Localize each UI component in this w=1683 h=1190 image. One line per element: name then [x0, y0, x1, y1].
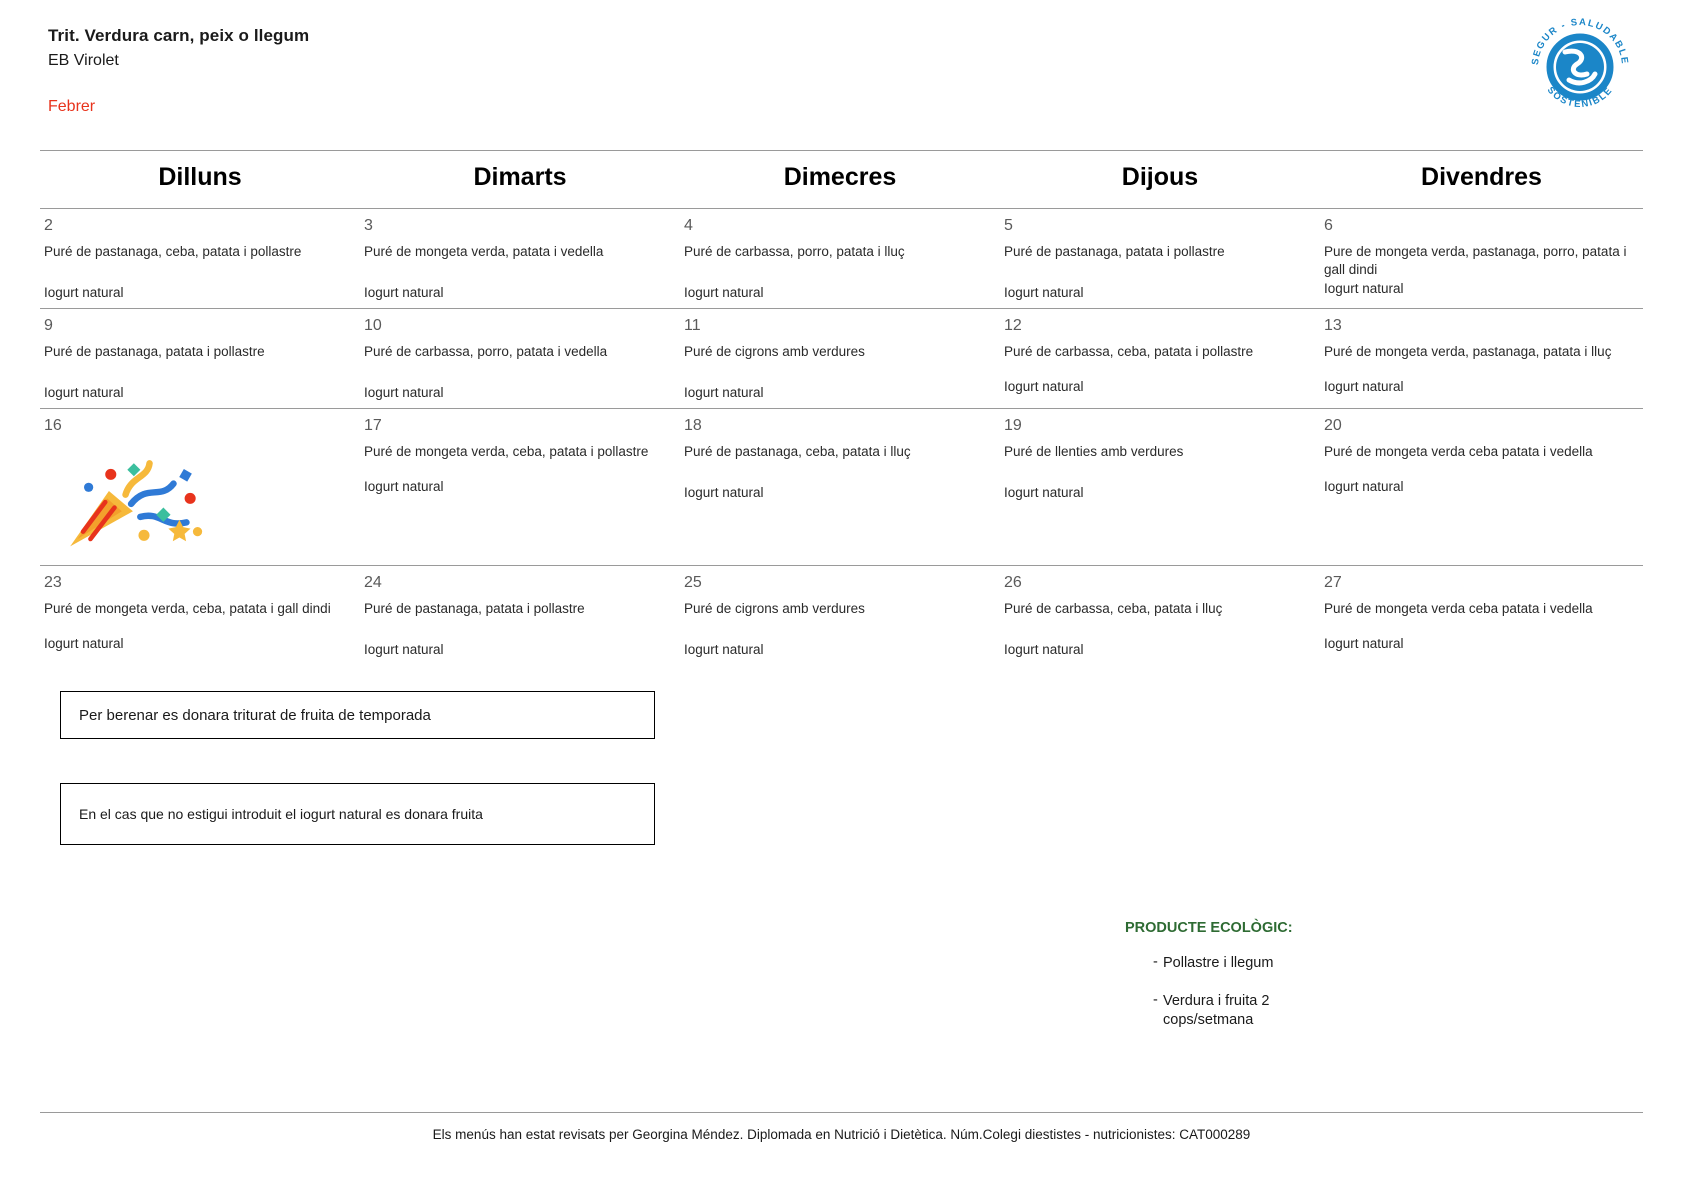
second-course-text: Iogurt natural — [1004, 485, 1084, 500]
day-number: 23 — [44, 574, 62, 591]
meal-text: Puré de pastanaga, patata i pollastre — [364, 601, 585, 616]
dayname-dimecres: Dimecres — [680, 151, 1000, 209]
note-yogurt-text: En el cas que no estigui introduit el iogurt natural es donara fruita — [79, 806, 483, 822]
eco-item-label: Verdura i fruita 2 cops/setmana — [1163, 992, 1270, 1029]
meal-text: Puré de mongeta verda, ceba, patata i pollastre — [364, 444, 649, 459]
meal-text: Puré de mongeta verda, patata i vedella — [364, 244, 604, 259]
second-course-text: Iogurt natural — [1324, 379, 1404, 394]
segur-saludable-sostenible-logo — [1525, 12, 1635, 122]
second-course-text: Iogurt natural — [1324, 636, 1404, 651]
second-course-text: Iogurt natural — [364, 479, 444, 494]
meal-text: Puré de carbassa, porro, patata i lluç — [684, 244, 905, 259]
second-course-text: Iogurt natural — [364, 285, 444, 300]
day-cell — [40, 309, 360, 409]
day-cell — [360, 409, 680, 566]
second-course-text: Iogurt natural — [44, 385, 124, 400]
day-number: 13 — [1324, 317, 1342, 334]
calendar-week-row — [40, 209, 1643, 309]
day-number: 4 — [684, 217, 693, 234]
second-course-text: Iogurt natural — [364, 385, 444, 400]
document-header — [40, 0, 1643, 146]
meal-text: Puré de llenties amb verdures — [1004, 444, 1184, 459]
day-cell — [1000, 209, 1320, 309]
day-number: 25 — [684, 574, 702, 591]
day-number: 3 — [364, 217, 373, 234]
second-course-text: Iogurt natural — [1324, 479, 1404, 494]
day-cell — [360, 309, 680, 409]
page-title: Trit. Verdura carn, peix o llegum — [48, 26, 310, 45]
meal-text: Puré de pastanaga, ceba, patata i lluç — [684, 444, 911, 459]
meal-text: Puré de mongeta verda, ceba, patata i gall dindi — [44, 601, 331, 616]
meal-text: Puré de cigrons amb verdures — [684, 601, 865, 616]
notes-section — [60, 691, 1643, 845]
day-cell — [680, 309, 1000, 409]
meal-text: Pure de mongeta verda, pastanaga, porro, patata i gall dindi — [1324, 244, 1627, 278]
day-cell — [1320, 409, 1643, 566]
second-course-text: Iogurt natural — [364, 642, 444, 657]
second-course-text: Iogurt natural — [44, 285, 124, 300]
day-number: 16 — [44, 417, 62, 434]
second-course-text: Iogurt natural — [1004, 285, 1084, 300]
note-snack-text: Per berenar es donara triturat de fruita de temporada — [79, 706, 431, 724]
day-number: 20 — [1324, 417, 1342, 434]
dayname-dijous: Dijous — [1000, 151, 1320, 209]
day-cell — [1320, 309, 1643, 409]
day-cell — [680, 566, 1000, 666]
calendar-header-row — [40, 151, 1643, 209]
eco-title: PRODUCTE ECOLÒGIC: — [1125, 920, 1293, 936]
calendar-week-row — [40, 409, 1643, 566]
day-number: 10 — [364, 317, 382, 334]
day-number: 27 — [1324, 574, 1342, 591]
day-number: 24 — [364, 574, 382, 591]
note-box-snack — [60, 691, 655, 739]
meal-text: Puré de carbassa, porro, patata i vedella — [364, 344, 608, 359]
day-cell — [680, 209, 1000, 309]
day-cell — [360, 566, 680, 666]
day-cell — [1000, 309, 1320, 409]
second-course-text: Iogurt natural — [684, 285, 764, 300]
meal-text: Puré de mongeta verda, pastanaga, patata i lluç — [1324, 344, 1612, 359]
eco-dash: - — [1153, 991, 1158, 1008]
day-number: 19 — [1004, 417, 1022, 434]
day-number: 26 — [1004, 574, 1022, 591]
dayname-divendres: Divendres — [1320, 151, 1643, 209]
meal-text: Puré de carbassa, ceba, patata i lluç — [1004, 601, 1223, 616]
eco-product-section — [1125, 920, 1525, 1031]
meal-text: Puré de pastanaga, patata i pollastre — [44, 344, 265, 359]
second-course-text: Iogurt natural — [684, 485, 764, 500]
meal-text: Puré de carbassa, ceba, patata i pollastre — [1004, 344, 1254, 359]
party-popper-icon — [44, 443, 354, 553]
eco-dash: - — [1153, 954, 1158, 970]
calendar-week-row — [40, 309, 1643, 409]
day-number: 18 — [684, 417, 702, 434]
menu-calendar — [40, 150, 1643, 665]
day-cell — [1320, 209, 1643, 309]
note-box-yogurt — [60, 783, 655, 845]
day-cell — [680, 409, 1000, 566]
day-cell — [360, 209, 680, 309]
dayname-dimarts: Dimarts — [360, 151, 680, 209]
second-course-text: Iogurt natural — [1004, 379, 1084, 394]
svg-text:SEGUR - SALUDABLE: SEGUR - SALUDABLE — [1529, 16, 1631, 66]
meal-text: Puré de pastanaga, ceba, patata i pollastre — [44, 244, 302, 259]
day-cell — [1000, 409, 1320, 566]
day-number: 9 — [44, 317, 53, 334]
day-number: 6 — [1324, 217, 1333, 234]
month-label: Febrer — [48, 98, 96, 115]
eco-list-item — [1125, 992, 1525, 1031]
second-course-text: Iogurt natural — [684, 385, 764, 400]
second-course-text: Iogurt natural — [1324, 281, 1404, 297]
eco-list-item — [1125, 954, 1525, 974]
second-course-text: Iogurt natural — [684, 642, 764, 657]
second-course-text: Iogurt natural — [1004, 642, 1084, 657]
day-cell — [1000, 566, 1320, 666]
meal-text: Puré de mongeta verda ceba patata i vedella — [1324, 601, 1593, 616]
day-number: 2 — [44, 217, 53, 234]
svg-text:SOSTENIBLE: SOSTENIBLE — [1544, 84, 1616, 111]
eco-item-label: Pollastre i llegum — [1163, 955, 1274, 971]
day-cell — [40, 409, 360, 566]
meal-text: Puré de mongeta verda ceba patata i vedella — [1324, 444, 1593, 459]
day-cell — [40, 566, 360, 666]
second-course-text: Iogurt natural — [44, 636, 124, 651]
calendar-week-row — [40, 566, 1643, 666]
dayname-dilluns: Dilluns — [40, 151, 360, 209]
day-number: 5 — [1004, 217, 1013, 234]
day-number: 17 — [364, 417, 382, 434]
meal-text: Puré de pastanaga, patata i pollastre — [1004, 244, 1225, 259]
day-number: 12 — [1004, 317, 1022, 334]
day-number: 11 — [684, 317, 701, 334]
document-footer — [40, 1112, 1643, 1142]
footer-text: Els menús han estat revisats per Georgina Méndez. Diplomada en Nutrició i Dietètica. Núm.Colegi diestistes - nutricionistes: CAT000289 — [432, 1127, 1251, 1142]
meal-text: Puré de cigrons amb verdures — [684, 344, 865, 359]
day-cell — [40, 209, 360, 309]
school-name: EB Virolet — [48, 52, 119, 69]
day-cell — [1320, 566, 1643, 666]
